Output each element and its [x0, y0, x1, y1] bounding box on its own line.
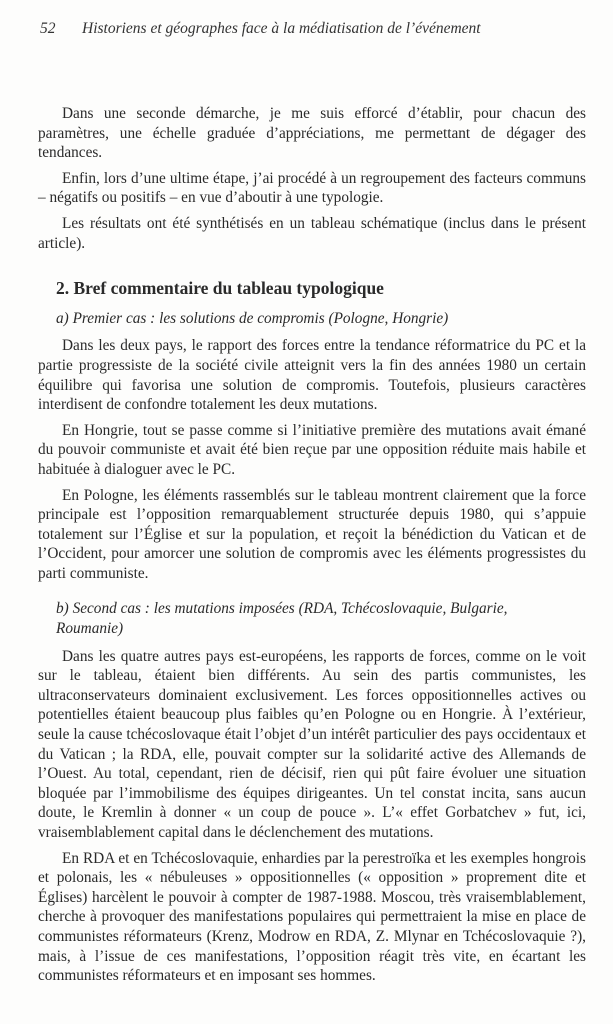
paragraph: En Pologne, les éléments rassemblés sur le tableau montrent clairement que la force principale est l’opposition remarquablement structurée depuis 1980, qui s’appuie totalement sur l’Église et sur la population, et reçoit la bénédiction du Vatican et de l’Occident, pour amorcer une solution de compromis avec les éléments progressistes du parti communiste.	[38, 486, 586, 582]
paragraph: Enfin, lors d’une ultime étape, j’ai procédé à un regroupement des facteurs communs – négatifs ou positifs – en vue d’aboutir à une typologie.	[38, 169, 586, 207]
running-head	[40, 20, 593, 38]
paragraph: Les résultats ont été synthétisés en un tableau schématique (inclus dans le présent article).	[38, 214, 586, 252]
paragraph: En RDA et en Tchécoslovaquie, enhardies par la perestroïka et les exemples hongrois et polonais, les « nébuleuses » oppositionnelles (« opposition » proprement dite et Églises) harcèlent le pouvoir à compter de 1987-1988. Moscou, très vraisemblablement, cherche à provoquer des manifestations populaires qui permettraient la mise en place de communistes réformateurs (Krenz, Modrow en RDA, Z. Mlynar en Tchécoslovaquie ?), mais, à l’issue de ces manifestations, l’opposition réagit très vite, en écartant les communistes réformateurs et en imposant ses hommes.	[38, 849, 586, 985]
body-text	[38, 104, 586, 992]
section-heading: 2. Bref commentaire du tableau typologique	[56, 278, 384, 299]
subsection-heading-a: a) Premier cas : les solutions de compromis (Pologne, Hongrie)	[56, 309, 449, 327]
running-title: Historiens et géographes face à la médiatisation de l’événement	[82, 20, 481, 37]
paragraph: Dans une seconde démarche, je me suis efforcé d’établir, pour chacun des paramètres, une échelle graduée d’appréciations, me permettant de dégager des tendances.	[38, 105, 586, 162]
subsection-heading-b: b) Second cas : les mutations imposées (RDA, Tchécoslovaquie, Bulgarie, Roumanie)	[56, 600, 508, 638]
paragraph: En Hongrie, tout se passe comme si l’initiative première des mutations avait émané du pouvoir communiste et avait été bien reçue par une opposition réduite mais habile et habituée à dialoguer avec le PC.	[38, 421, 586, 478]
paragraph: Dans les deux pays, le rapport des forces entre la tendance réformatrice du PC et la partie progressiste de la société civile atteignit vers la fin des années 1980 un certain équilibre qui favorisa une solution de compromis. Toutefois, plusieurs caractères interdisent de confondre totalement les deux mutations.	[38, 337, 586, 414]
page-number: 52	[40, 20, 56, 37]
paragraph: Dans les quatre autres pays est-européens, les rapports de forces, comme on le voit sur le tableau, étaient bien différents. Au sein des partis communistes, les ultraconservateurs dominaient exclusivement. Les forces oppositionnelles actives ou potentielles étaient beaucoup plus faibles qu’en Pologne ou en Hongrie. À l’extérieur, seule la cause tchécoslovaque était l’objet d’un intérêt particulier des pays occidentaux et du Vatican ; la RDA, elle, pouvait compter sur la solidarité active des Allemands de l’Ouest. Au total, cependant, rien de décisif, rien qui pût faire évoluer une situation bloquée par l’immobilisme des équipes dirigeantes. Un tel constat incita, sans aucun doute, le Kremlin à donner « un coup de pouce ». L’« effet Gorbatchev » fut, ici, vraisemblablement capital dans le déclenchement des mutations.	[38, 647, 586, 841]
